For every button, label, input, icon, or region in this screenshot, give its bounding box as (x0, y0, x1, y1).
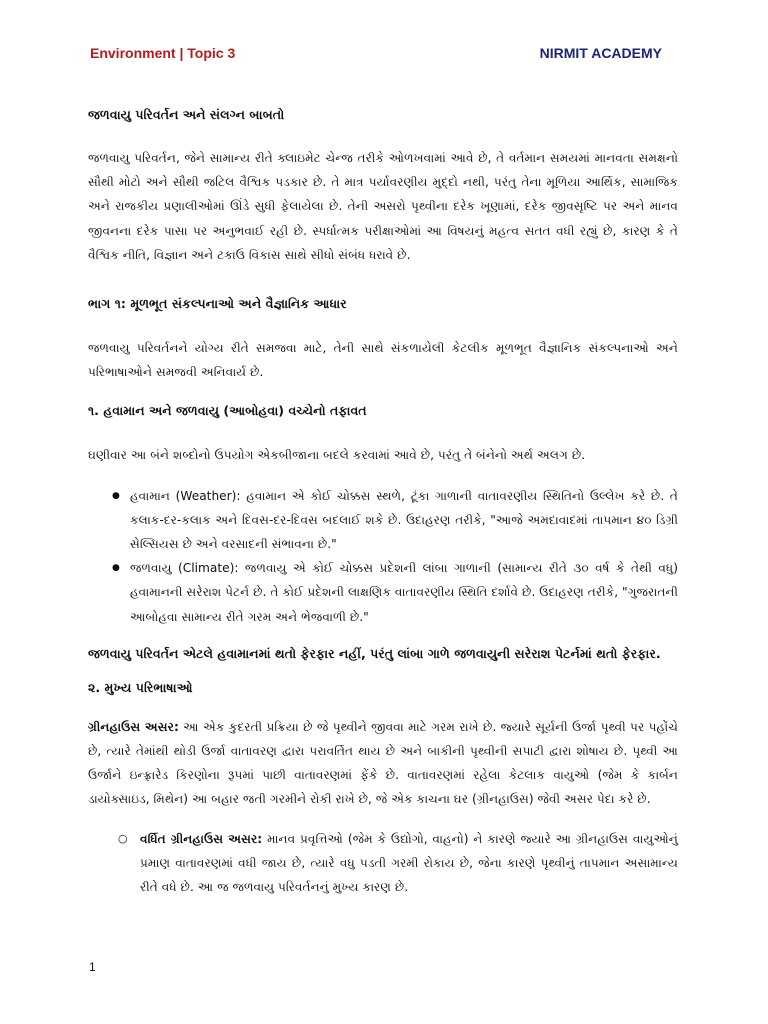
header-topic: Environment | Topic 3 (90, 45, 236, 61)
document-body (88, 104, 678, 899)
part1-paragraph: જળવાયુ પરિવર્તનને યોગ્ય રીતે સમજવા માટે, તેની સાથે સંકળાયેલી કેટલીક મૂળભૂત વૈજ્ઞાનિક સંકલ્પનાઓ અને પરિભાષાઓને સમજવી અનિવાર્ય છે. (88, 341, 678, 380)
greenhouse-text: આ એક કુદરતી પ્રક્રિયા છે જે પૃથ્વીને જીવવા માટે ગરમ રાખે છે. જ્યારે સૂર્યની ઉર્જા પૃથ્વી પર પહોંચે છે, ત્યારે તેમાંથી થોડી ઉર્જા વાતાવરણ દ્વારા પરાવર્તિત થાય છે અને બાકીની પૃથ્વીની સપાટી દ્વારા શોષાય છે. પૃથ્વી આ ઉર્જાને ઇન્ફ્રારેડ કિરણોના રૂપમાં પાછી વાતાવરણમાં ફેંકે છે. વાતાવરણમાં રહેલા કેટલાક વાયુઓ (જેમ કે કાર્બન ડાયોક્સાઇડ, મિથેન) આ બહાર જતી ગરમીને રોકી રાખે છે, જે એક કાચના ઘર (ગ્રીનહાઉસ) જેવી અસર પેદા કરે છે. (88, 719, 678, 807)
list-item-enhanced-greenhouse (88, 827, 678, 900)
list-item-weather: ● હવામાન (Weather): હવામાન એ કોઈ ચોક્કસ સ્થળે, ટૂંકા ગાળાની વાતાવરણીય સ્થિતિનો ઉલ્લેખ કરે છે. તે કલાક-દર-કલાક અને દિવસ-દર-દિવસ બદલાઈ શકે છે. ઉદાહરણ તરીકે, "આજે અમદાવાદમાં તાપમાન ૪૦ ડિગ્રી સેલ્સિયસ છે અને વરસાદની સંભાવના છે." (88, 484, 678, 557)
section2-heading: ૨. મુખ્ય પરિભાષાઓ (88, 679, 193, 695)
weather-climate-list (88, 484, 678, 629)
intro-paragraph: જળવાયુ પરિવર્તન, જેને સામાન્ય રીતે ક્લાઇમેટ ચેન્જ તરીકે ઓળખવામાં આવે છે, તે વર્તમાન સમયમાં માનવતા સમક્ષનો સૌથી મોટો અને સૌથી જટિલ વૈશ્વિક પડકાર છે. તે માત્ર પર્યાવરણીય મુદ્દો નથી, પરંતુ તેના મૂળિયા આર્થિક, સામાજિક અને રાજકીય પ્રણાલીઓમાં ઊંડે સુધી ફેલાયેલા છે. તેની અસરો પૃથ્વીના દરેક ખૂણામાં, દરેક જીવસૃષ્ટિ પર અને માનવ જીવનના દરેક પાસા પર અનુભવાઈ રહી છે. સ્પર્ધાત્મક પરીક્ષાઓમાં આ વિષયનું મહત્વ સતત વધી રહ્યું છે, કારણ કે તે વૈશ્વિક નીતિ, વિજ્ઞાન અને ટકાઉ વિકાસ સાથે સીધો સંબંધ ધરાવે છે. (88, 151, 678, 262)
page-title: જળવાયુ પરિવર્તન અને સંલગ્ન બાબતો (88, 107, 285, 122)
section1-paragraph: ઘણીવાર આ બંને શબ્દોનો ઉપયોગ એકબીજાના બદલે કરવામાં આવે છે, પરંતુ તે બંનેનો અર્થ અલગ છે. (88, 448, 586, 463)
header-academy: NIRMIT ACADEMY (539, 45, 662, 61)
section1-heading: ૧. હવામાન અને જળવાયુ (આબોહવા) વચ્ચેનો તફાવત (88, 403, 367, 419)
greenhouse-term: ગ્રીનહાઉસ અસર: (88, 719, 179, 734)
part1-heading: ભાગ ૧: મૂળભૂત સંકલ્પનાઓ અને વૈજ્ઞાનિક આધાર (88, 296, 347, 312)
enhanced-text: માનવ પ્રવૃત્તિઓ (જેમ કે ઉદ્યોગો, વાહનો) ને કારણે જ્યારે આ ગ્રીનહાઉસ વાયુઓનું પ્રમાણ વાતાવરણમાં વધી જાય છે, ત્યારે વધુ પડતી ગરમી રોકાય છે, જેના કારણે પૃથ્વીનું તાપમાન અસામાન્ય રીતે વધે છે. આ જ જળવાયુ પરિવર્તનનું મુખ્ય કારણ છે. (140, 831, 678, 895)
list-item-climate: ● જળવાયુ (Climate): જળવાયુ એ કોઈ ચોક્કસ પ્રદેશની લાંબા ગાળાની (સામાન્ય રીતે ૩૦ વર્ષ કે તેથી વધુ) હવામાનની સરેરાશ પેટર્ન છે. તે કોઈ પ્રદેશની લાક્ષણિક વાતાવરણીય સ્થિતિ દર્શાવે છે. ઉદાહરણ તરીકે, "ગુજરાતની આબોહવા સામાન્ય રીતે ગરમ અને ભેજવાળી છે." (88, 556, 678, 629)
greenhouse-paragraph (88, 715, 678, 812)
section1-conclusion: જળવાયુ પરિવર્તન એટલે હવામાનમાં થતો ફેરફાર નહીં, પરંતુ લાંબા ગાળે જળવાયુની સરેરાશ પેટર્નમાં થતો ફેરફાર. (88, 645, 661, 661)
enhanced-term: વર્ધિત ગ્રીનહાઉસ અસર: (140, 831, 263, 846)
page-number: 1 (89, 960, 96, 974)
subterm-list (88, 827, 678, 900)
